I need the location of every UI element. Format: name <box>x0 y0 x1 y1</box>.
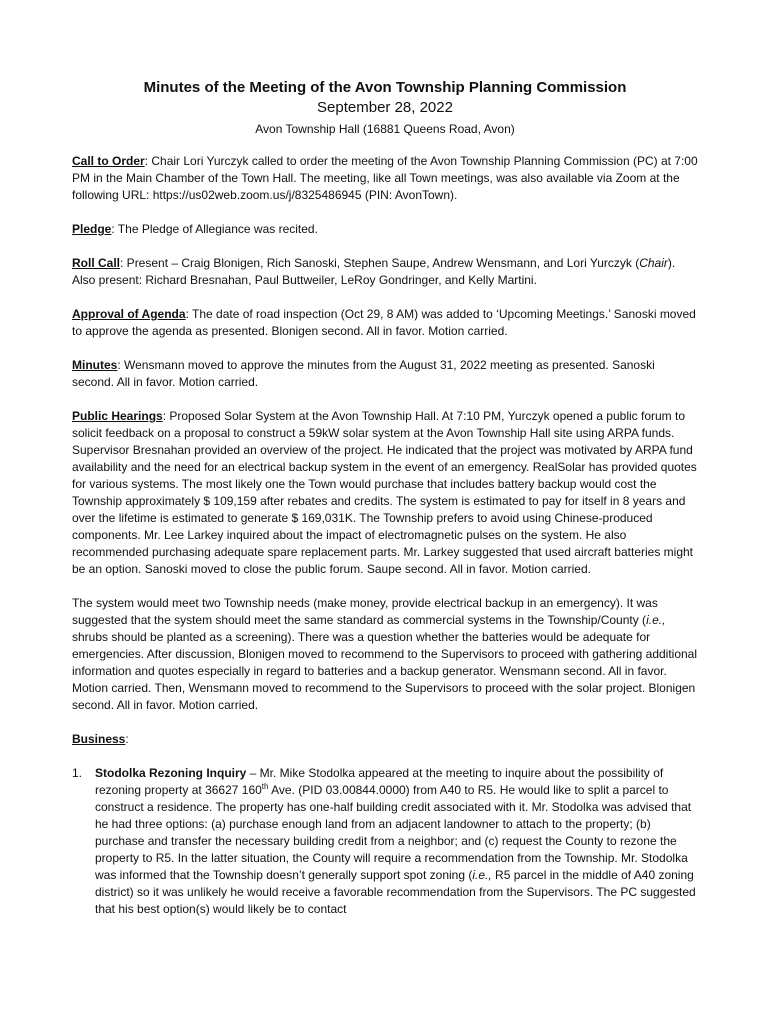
business-item-ie: i.e., <box>472 868 492 882</box>
call-to-order-paragraph <box>72 153 698 204</box>
system-needs-ie: i.e., <box>646 613 666 627</box>
call-to-order-label: Call to Order <box>72 154 145 168</box>
public-hearings-paragraph <box>72 408 698 578</box>
business-item-1 <box>72 765 698 918</box>
approval-of-agenda-text: : The date of road inspection (Oct 29, 8 AM) was added to ‘Upcoming Meetings.’ Sanoski moved to approve the agenda as presented. Blonigen second. All in favor. Motion carried. <box>72 307 696 338</box>
pledge-paragraph <box>72 221 698 238</box>
ordinal-suffix: th <box>261 782 269 791</box>
public-hearings-label: Public Hearings <box>72 409 163 423</box>
business-item-number: 1. <box>72 766 83 780</box>
roll-call-text-b: ). Also present: Richard Bresnahan, Paul Buttweiler, LeRoy Gondringer, and Kelly Martini. <box>72 256 676 287</box>
minutes-paragraph <box>72 357 698 391</box>
business-item-text-c: R5 parcel in the middle of A40 zoning district) so it was unlikely he would receive a favorable recommendation from the Supervisors. The PC suggested that his best option(s) would likely be to contact <box>95 868 696 916</box>
business-item-text-a: – Mr. Mike Stodolka appeared at the meeting to inquire about the possibility of rezoning property at 36627 160 <box>95 766 664 797</box>
minutes-label: Minutes <box>72 358 118 372</box>
system-needs-paragraph <box>72 595 698 714</box>
roll-call-text-a: : Present – Craig Blonigen, Rich Sanoski, Stephen Saupe, Andrew Wensmann, and Lori Yurczyk ( <box>120 256 640 270</box>
meeting-date: September 28, 2022 <box>317 99 453 116</box>
business-colon: : <box>125 732 129 746</box>
document-title: Minutes of the Meeting of the Avon Township Planning Commission <box>143 79 627 96</box>
approval-of-agenda-label: Approval of Agenda <box>72 307 186 321</box>
roll-call-label: Roll Call <box>72 256 121 270</box>
pledge-text: : The Pledge of Allegiance was recited. <box>111 222 318 236</box>
minutes-text: : Wensmann moved to approve the minutes from the August 31, 2022 meeting as presented. Sanoski second. All in favor. Motion carried. <box>72 358 655 389</box>
business-label: Business <box>72 732 126 746</box>
business-item-title: Stodolka Rezoning Inquiry <box>95 766 247 780</box>
business-list <box>72 765 698 918</box>
business-heading <box>72 731 698 748</box>
public-hearings-text: : Proposed Solar System at the Avon Township Hall. At 7:10 PM, Yurczyk opened a public forum to solicit feedback on a proposal to construct a 59kW solar system at the Avon Township Hall site using ARPA funds. Supervisor Bresnahan provided an overview of the project. He indicated that the project was motivated by ARPA fund availability and the need for an electrical backup system in the event of an emergency. RealSolar has provided quotes for various systems. The most likely one the Town would purchase that includes battery backup would cost the Township approximately $ 109,159 after rebates and credits. The system is estimated to pay for itself in 8 years and over the lifetime is estimated to generate $ 169,031K. The Township prefers to avoid using Chinese-produced components. Mr. Lee Larkey inquired about the impact of electromagnetic pulses on the system. He also recommended purchasing adequate spare replacement parts. Mr. Larkey suggested that used aircraft batteries might be an option. Sanoski moved to close the public forum. Saupe second. All in favor. Motion carried. <box>72 409 697 576</box>
meeting-location: Avon Township Hall (16881 Queens Road, Avon) <box>255 122 515 136</box>
system-needs-text-b: shrubs should be planted as a screening). There was a question whether the batteries would be adequate for emergencies. After discussion, Blonigen moved to recommend to the Supervisors to proceed with gathering additional information and quotes especially in regard to batteries and a backup generator. Wensmann second. All in favor. Motion carried. Then, Wensmann moved to recommend to the Supervisors to proceed with the solar project. Blonigen second. All in favor. Motion carried. <box>72 630 698 712</box>
approval-of-agenda-paragraph <box>72 306 698 340</box>
roll-call-chair: Chair <box>639 256 668 270</box>
roll-call-paragraph <box>72 255 698 289</box>
call-to-order-text: : Chair Lori Yurczyk called to order the meeting of the Avon Township Planning Commission (PC) at 7:00 PM in the Main Chamber of the Town Hall. The meeting, like all Town meetings, was also available via Zoom at the following URL: https://us02web.zoom.us/j/8325486945 (PIN: AvonTown). <box>72 154 698 202</box>
pledge-label: Pledge <box>72 222 112 236</box>
system-needs-text-a: The system would meet two Township needs (make money, provide electrical backup in an emergency). It was suggested that the system should meet the same standard as commercial systems in the Township/County ( <box>72 596 658 627</box>
business-item-text-b: Ave. (PID 03.00844.0000) from A40 to R5. He would like to split a parcel to construct a residence. The property has one-half building credit associated with it. Mr. Stodolka was advised that he had three options: (a) purchase enough land from an adjacent landowner to attach to the property; (b) purchase and transfer the necessary building credit from a neighbor; and (c) request the County to rezone the property to R5. In the latter situation, the County will require a recommendation from the Township. Mr. Stodolka was informed that the Township doesn’t generally support spot zoning ( <box>95 783 692 882</box>
